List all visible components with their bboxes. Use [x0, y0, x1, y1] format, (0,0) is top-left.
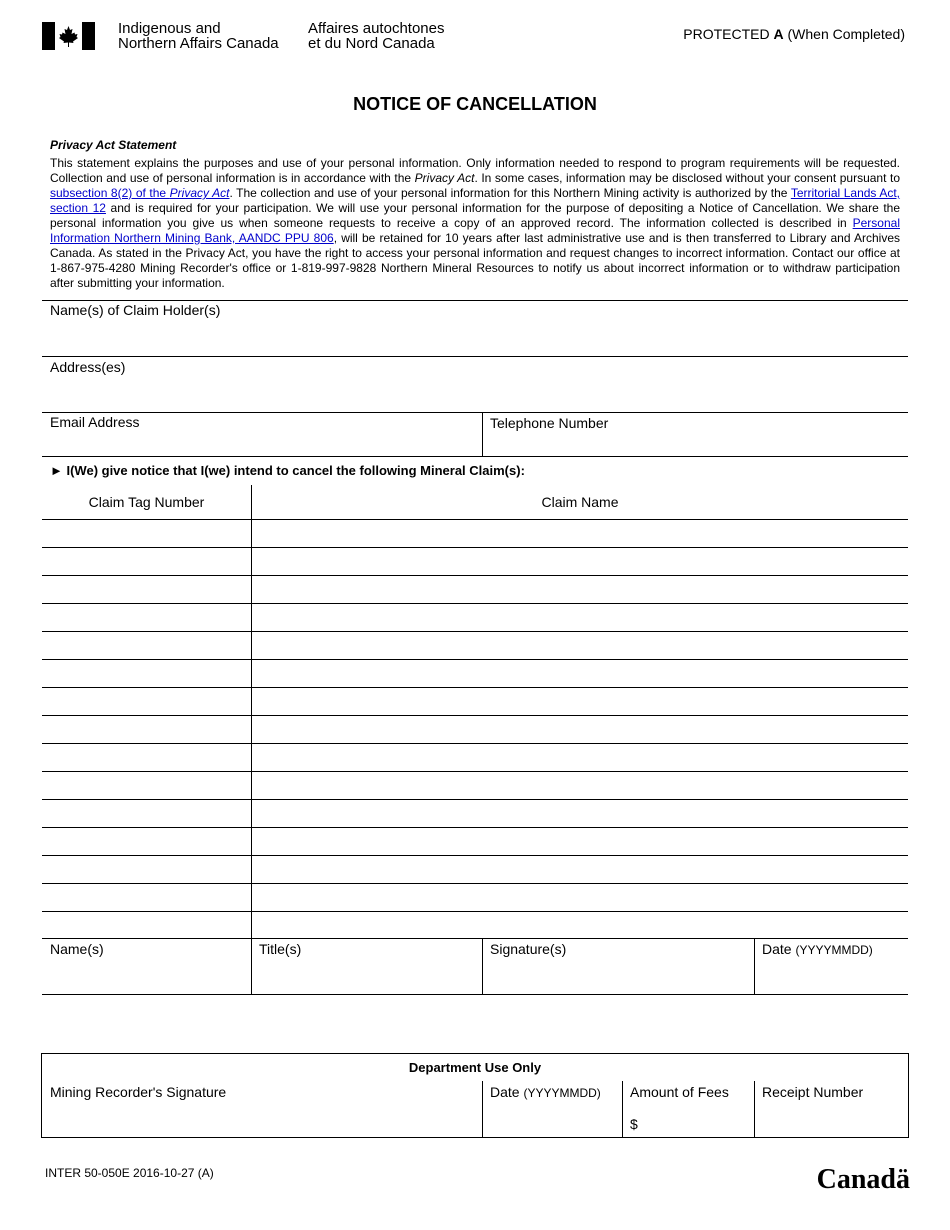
notice-arrow-icon: ► — [50, 463, 63, 478]
fees-amount-input[interactable] — [640, 1112, 758, 1132]
privacy-text-4: and is required for your participation. We will use your personal information for the purpose of depositing a Notice of Cancellation. We share the personal information you give us when someone requests to receive a copy of an approved record. The information collected is described in — [50, 201, 901, 230]
link1-text: subsection 8(2) of the — [50, 186, 170, 200]
table-row — [42, 716, 908, 744]
table-row — [42, 744, 908, 772]
claim-tag-column-header: Claim Tag Number — [88, 494, 205, 510]
privacy-text-5: , will be retained for 10 years after last administrative use and is then transferred to Library and Archives Canada. As stated in the Privacy Act, you have the right to access your personal information and request changes to incorrect information. Contact our office at 1-867-975-4280 Mining Recorder's office or 1-819-997-9828 Northern Mineral Resources to notify us about incorrect information or to withdraw participation after submitting your information. — [50, 231, 901, 290]
claim-name-input[interactable] — [254, 662, 910, 685]
form-code: INTER 50-050E 2016-10-27 (A) — [45, 1166, 214, 1180]
table-row — [42, 548, 908, 576]
protected-classification — [683, 26, 905, 42]
receipt-number-label: Receipt Number — [762, 1084, 864, 1100]
claim-name-input[interactable] — [254, 774, 910, 797]
table-row — [42, 772, 908, 800]
privacy-act-subsection-link[interactable] — [50, 186, 229, 200]
claim-name-column-header: Claim Name — [541, 494, 619, 510]
currency-symbol: $ — [630, 1116, 638, 1132]
claim-tag-input[interactable] — [44, 858, 252, 881]
fees-label: Amount of Fees — [630, 1084, 729, 1100]
titles-label: Title(s) — [259, 941, 302, 957]
link1-italic: Privacy Act — [169, 186, 230, 200]
divider — [42, 300, 908, 301]
claim-tag-input[interactable] — [44, 662, 252, 685]
claim-name-input[interactable] — [254, 606, 910, 629]
claim-name-input[interactable] — [254, 578, 910, 601]
privacy-heading: Privacy Act Statement — [50, 138, 177, 152]
claim-tag-input[interactable] — [44, 774, 252, 797]
personal-info-bank-link[interactable]: Personal Information Northern Mining Bank, AANDC PPU 806 — [50, 216, 900, 245]
recorder-signature-label: Mining Recorder's Signature — [50, 1084, 227, 1100]
email-input[interactable] — [46, 432, 486, 454]
dept-fr-line1: Affaires autochtones — [308, 20, 445, 37]
department-use-title: Department Use Only — [408, 1060, 542, 1075]
divider — [42, 412, 908, 413]
claim-tag-input[interactable] — [44, 634, 252, 657]
claim-name-input[interactable] — [254, 802, 910, 825]
form-title: NOTICE OF CANCELLATION — [353, 94, 597, 114]
email-label: Email Address — [50, 414, 140, 430]
table-row — [42, 604, 908, 632]
divider — [42, 994, 908, 995]
claim-tag-input[interactable] — [44, 746, 252, 769]
dept-en-line2: Northern Affairs Canada — [118, 35, 279, 52]
telephone-label: Telephone Number — [490, 415, 609, 431]
dept-en-line1: Indigenous and — [118, 20, 221, 37]
address-label: Address(es) — [50, 359, 126, 375]
protected-suffix: (When Completed) — [783, 26, 905, 42]
table-row — [42, 520, 908, 548]
claim-tag-input[interactable] — [44, 914, 252, 937]
claim-tag-input[interactable] — [44, 606, 252, 629]
claim-name-input[interactable] — [254, 522, 910, 545]
names-input[interactable] — [46, 960, 254, 990]
receipt-number-input[interactable] — [758, 1106, 912, 1132]
divider — [482, 412, 483, 456]
claim-tag-input[interactable] — [44, 578, 252, 601]
claim-name-input[interactable] — [254, 746, 910, 769]
dept-date-label — [490, 1084, 601, 1100]
claim-tag-input[interactable] — [44, 690, 252, 713]
date-format-hint: (YYYYMMDD) — [795, 943, 873, 957]
telephone-input[interactable] — [486, 432, 912, 454]
recorder-signature-input[interactable] — [46, 1106, 484, 1132]
claim-tag-input[interactable] — [44, 522, 252, 545]
department-name-french — [308, 21, 444, 51]
claim-name-input[interactable] — [254, 690, 910, 713]
claim-tag-input[interactable] — [44, 550, 252, 573]
canada-wordmark: Canadä — [816, 1164, 910, 1195]
protected-level: A — [773, 26, 784, 42]
privacy-text-2: . In some cases, information may be disclosed without your consent pursuant to — [474, 171, 901, 185]
protected-prefix: PROTECTED — [683, 26, 774, 42]
date-input[interactable] — [758, 960, 912, 990]
privacy-statement — [50, 156, 900, 291]
claim-holders-label: Name(s) of Claim Holder(s) — [50, 302, 221, 318]
claim-tag-input[interactable] — [44, 886, 252, 909]
divider — [42, 356, 908, 357]
table-row — [42, 688, 908, 716]
claim-name-input[interactable] — [254, 718, 910, 741]
address-input[interactable] — [46, 378, 912, 408]
signatures-input[interactable] — [486, 960, 758, 990]
date-label-text: Date — [762, 941, 796, 957]
claim-name-input[interactable] — [254, 550, 910, 573]
dept-fr-line2: et du Nord Canada — [308, 35, 435, 52]
claim-name-input[interactable] — [254, 858, 910, 881]
claim-tag-input[interactable] — [44, 718, 252, 741]
names-label: Name(s) — [50, 941, 104, 957]
claim-tag-input[interactable] — [44, 830, 252, 853]
table-row — [42, 660, 908, 688]
table-row — [42, 856, 908, 884]
claim-holders-input[interactable] — [46, 322, 912, 352]
claim-name-input[interactable] — [254, 886, 910, 909]
privacy-act-italic: Privacy Act — [414, 171, 475, 185]
canada-flag-icon — [42, 22, 95, 50]
privacy-text-3: . The collection and use of your personal information for this Northern Mining activity is authorized by the — [229, 186, 791, 200]
department-name-english — [118, 21, 279, 51]
divider — [42, 456, 908, 457]
dept-date-label-text: Date — [490, 1084, 524, 1100]
claim-name-input[interactable] — [254, 830, 910, 853]
notice-text: I(We) give notice that I(we) intend to cancel the following Mineral Claim(s): — [62, 463, 525, 478]
divider — [42, 938, 908, 939]
table-row — [42, 884, 908, 912]
claim-tag-input[interactable] — [44, 802, 252, 825]
table-row — [42, 576, 908, 604]
claim-name-input[interactable] — [254, 914, 910, 937]
table-row — [42, 912, 908, 940]
territorial-lands-act-link[interactable]: Territorial Lands Act, section 12 — [50, 186, 901, 215]
table-row — [42, 828, 908, 856]
titles-input[interactable] — [255, 960, 485, 990]
dept-date-format-hint: (YYYYMMDD) — [523, 1086, 601, 1100]
table-row — [42, 800, 908, 828]
signatures-label: Signature(s) — [490, 941, 567, 957]
claim-name-input[interactable] — [254, 634, 910, 657]
date-label — [762, 941, 873, 957]
privacy-text-1: This statement explains the purposes and use of your personal information. Only information needed to respond to program requirements will be requested. Collection and use of personal information is in accordance with the — [50, 156, 900, 185]
cancellation-notice — [50, 463, 525, 478]
dept-date-input[interactable] — [486, 1106, 626, 1132]
department-use-box — [41, 1053, 909, 1138]
table-row — [42, 632, 908, 660]
